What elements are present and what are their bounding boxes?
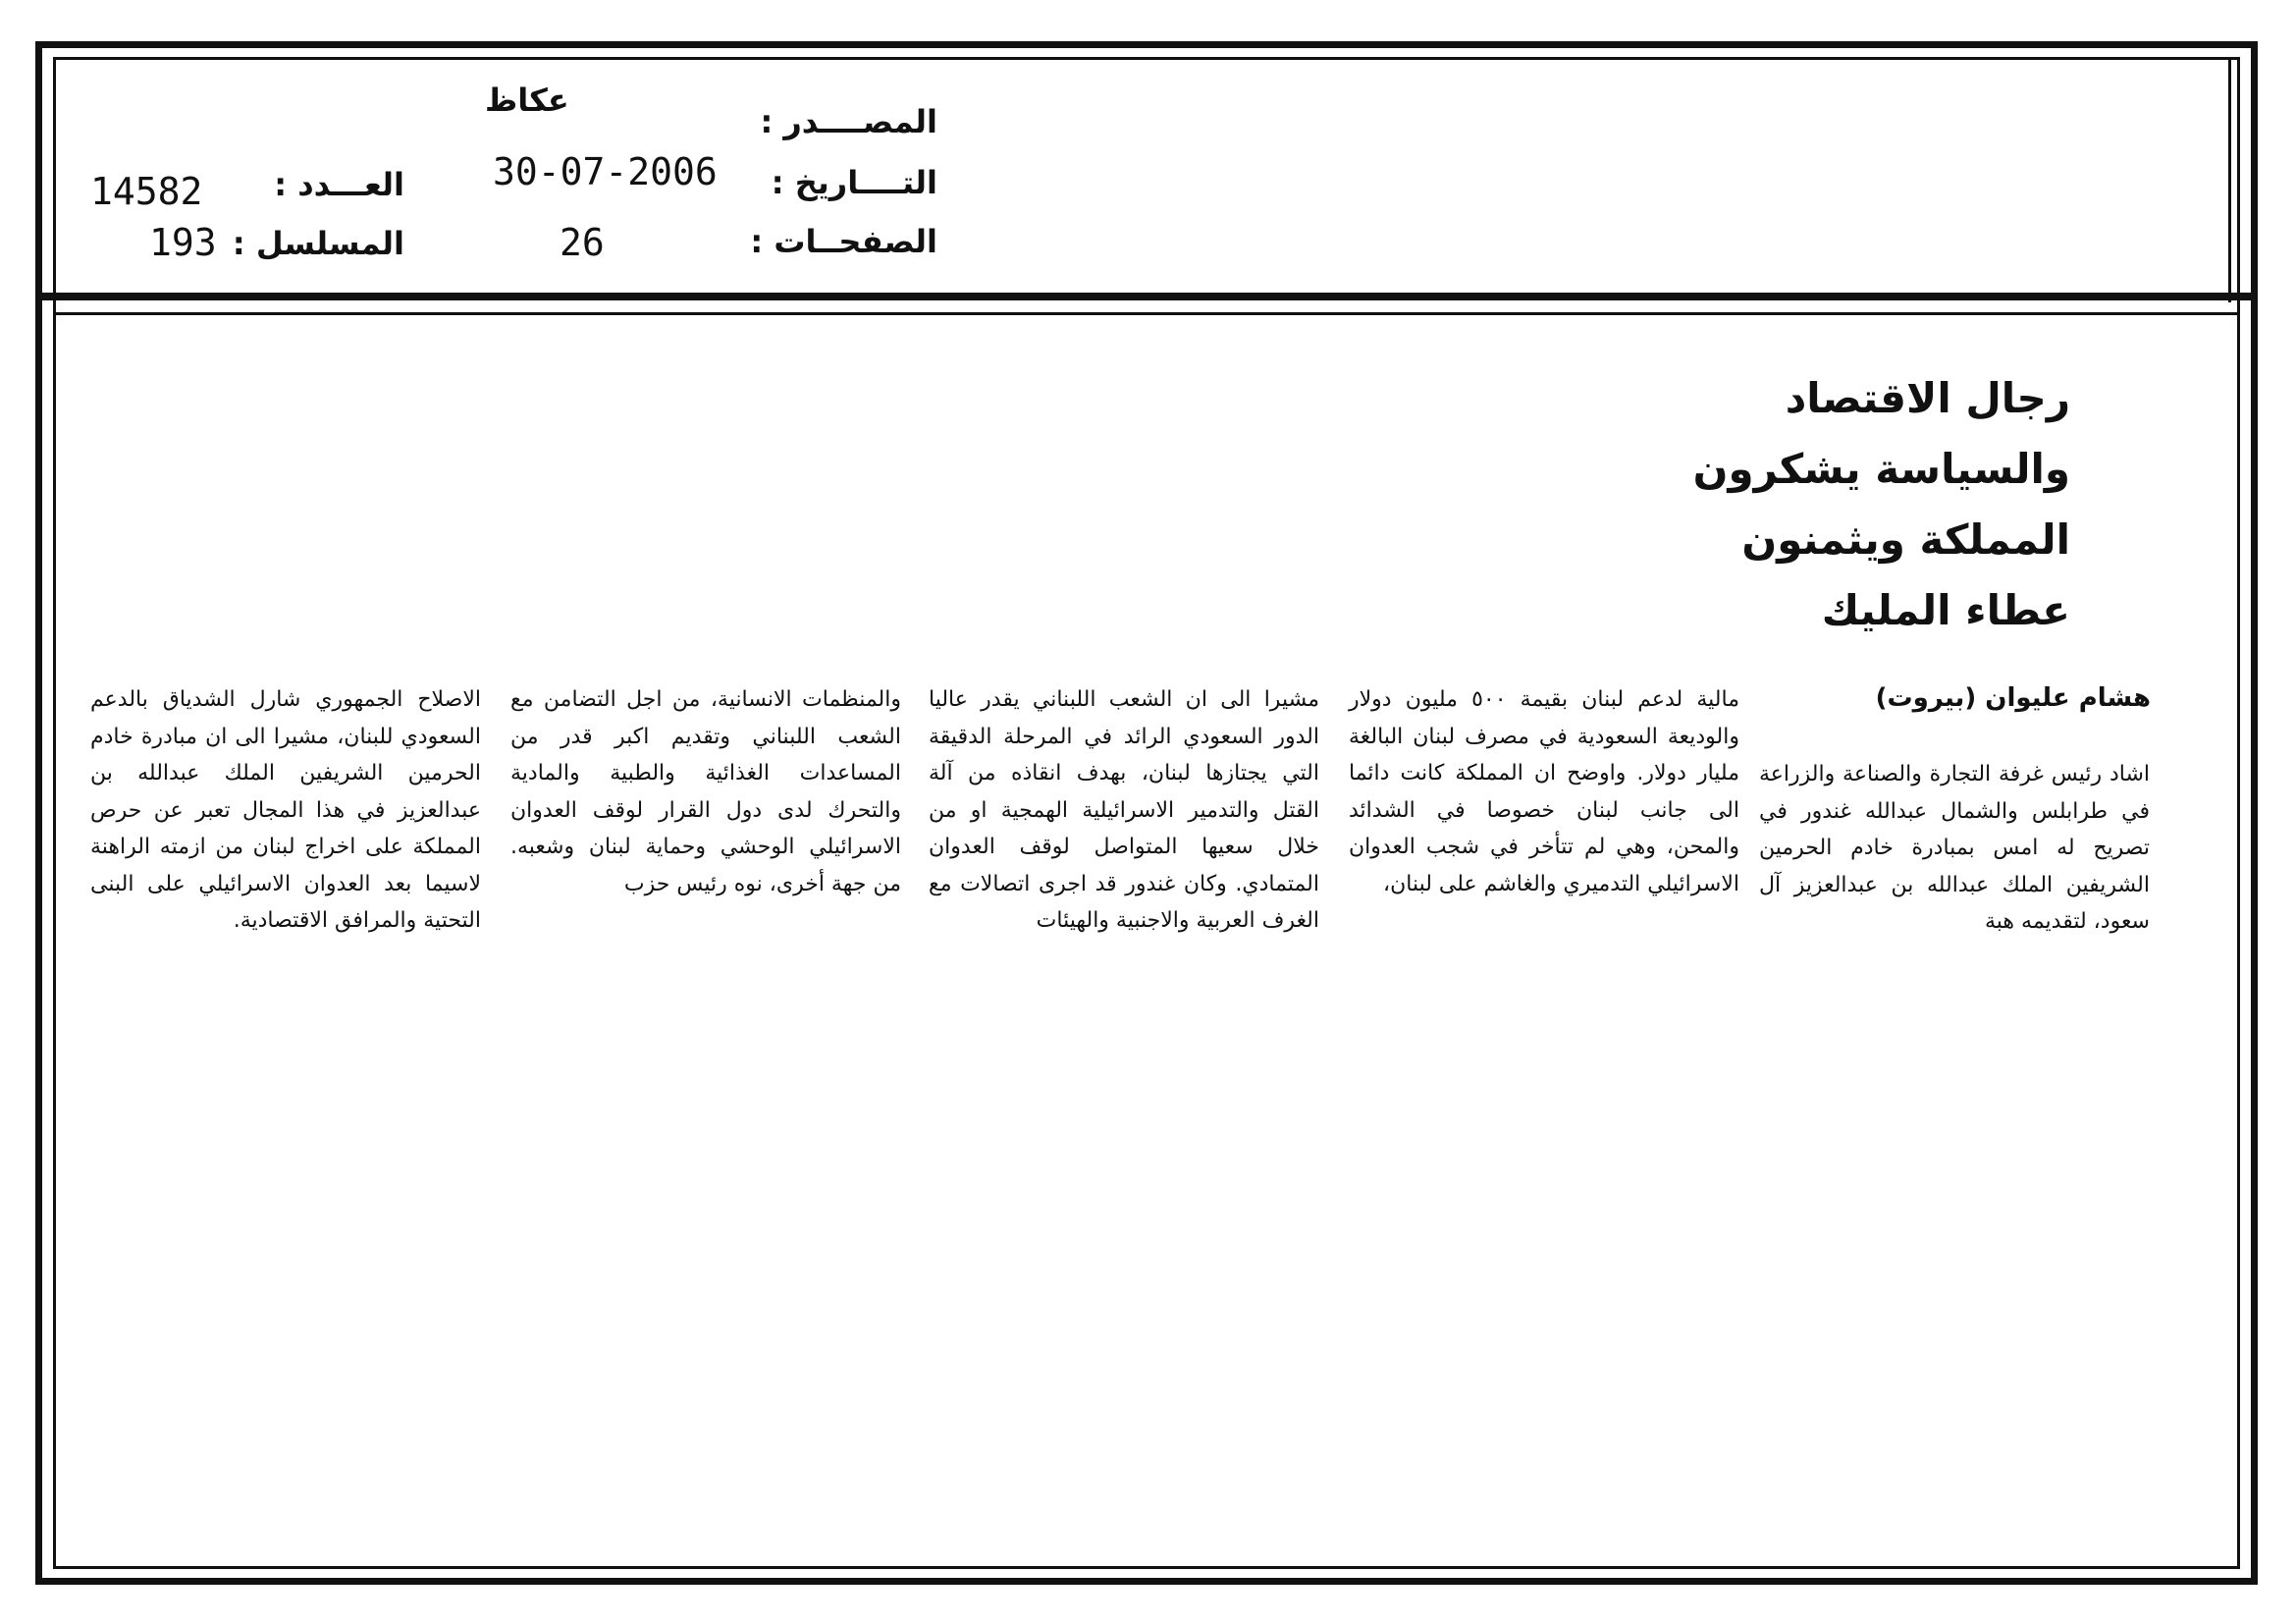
article-byline: هشام عليوان (بيروت) — [1875, 683, 2151, 713]
pages-label: الصفحــات : — [750, 223, 937, 260]
headline-line: والسياسة يشكرون — [1692, 445, 2070, 493]
article-column-4 — [510, 681, 901, 902]
column-text: الاصلاح الجمهوري شارل الشدياق بالدعم السعودي للبنان، مشيرا الى ان مبادرة خادم الحرمين الشريفين الملك عبدالله بن عبدالعزيز في هذا المجال تعبر عن حرص المملكة على اخراج لبنان من ازمته الراهنة لاسيما بعد العدوان الاسرائيلي على البنى التحتية والمرافق الاقتصادية. — [90, 687, 481, 933]
article-headline — [1658, 363, 2070, 646]
pages-value: 26 — [560, 221, 605, 264]
column-text: مشيرا الى ان الشعب اللبناني يقدر عاليا الدور السعودي الرائد في المرحلة الدقيقة التي يجتازها لبنان، بهدف انقاذه من آلة القتل والتدمير الاسرائيلية الهمجية او من خلال سعيها المتواصل لوقف العدوان المتمادي. وكان غندور قد اجرى اتصالات مع الغرف العربية والاجنبية والهيئات — [929, 687, 1319, 933]
date-value: 30-07-2006 — [493, 150, 718, 193]
column-text: اشاد رئيس غرفة التجارة والصناعة والزراعة في طرابلس والشمال عبدالله غندور في تصريح له امس بمبادرة خادم الحرمين الشريفين الملك عبدالله بن عبدالعزيز آل سعود، لتقديمه هبة — [1759, 762, 2150, 934]
headline-line: عطاء المليك — [1821, 586, 2070, 634]
article-column-1 — [1759, 756, 2150, 941]
issue-label: العـــدد : — [274, 166, 404, 203]
headline-line: المملكة ويثمنون — [1741, 515, 2070, 564]
article-column-2 — [1349, 681, 1739, 902]
serial-value: 193 — [149, 221, 217, 264]
serial-label: المسلسل : — [232, 225, 404, 262]
source-value: عكاظ — [485, 81, 569, 119]
date-label: التــــاريخ : — [771, 164, 937, 201]
header-divider — [35, 293, 2258, 300]
article-column-3 — [929, 681, 1319, 940]
source-label: المصــــدر : — [760, 103, 937, 140]
column-text: والمنظمات الانسانية، من اجل التضامن مع الشعب اللبناني وتقديم اكبر قدر من المساعدات الغذائية والطبية والمادية والتحرك لدى دول القرار لوقف العدوان الاسرائيلي الوحشي وحماية لبنان وشعبه. من جهة أخرى، نوه رئيس حزب — [510, 687, 901, 896]
headline-line: رجال الاقتصاد — [1785, 374, 2070, 422]
column-text: مالية لدعم لبنان بقيمة ٥٠٠ مليون دولار والوديعة السعودية في مصرف لبنان البالغة مليار دولار. واوضح ان المملكة كانت دائما الى جانب لبنان خصوصا في الشدائد والمحن، وهي لم تتأخر في شجب العدوان الاسرائيلي التدميري والغاشم على لبنان، — [1349, 687, 1739, 896]
header-divider-thin — [53, 312, 2240, 315]
issue-value: 14582 — [90, 170, 203, 213]
header-right-rule — [2228, 57, 2231, 302]
article-column-5 — [90, 681, 481, 940]
